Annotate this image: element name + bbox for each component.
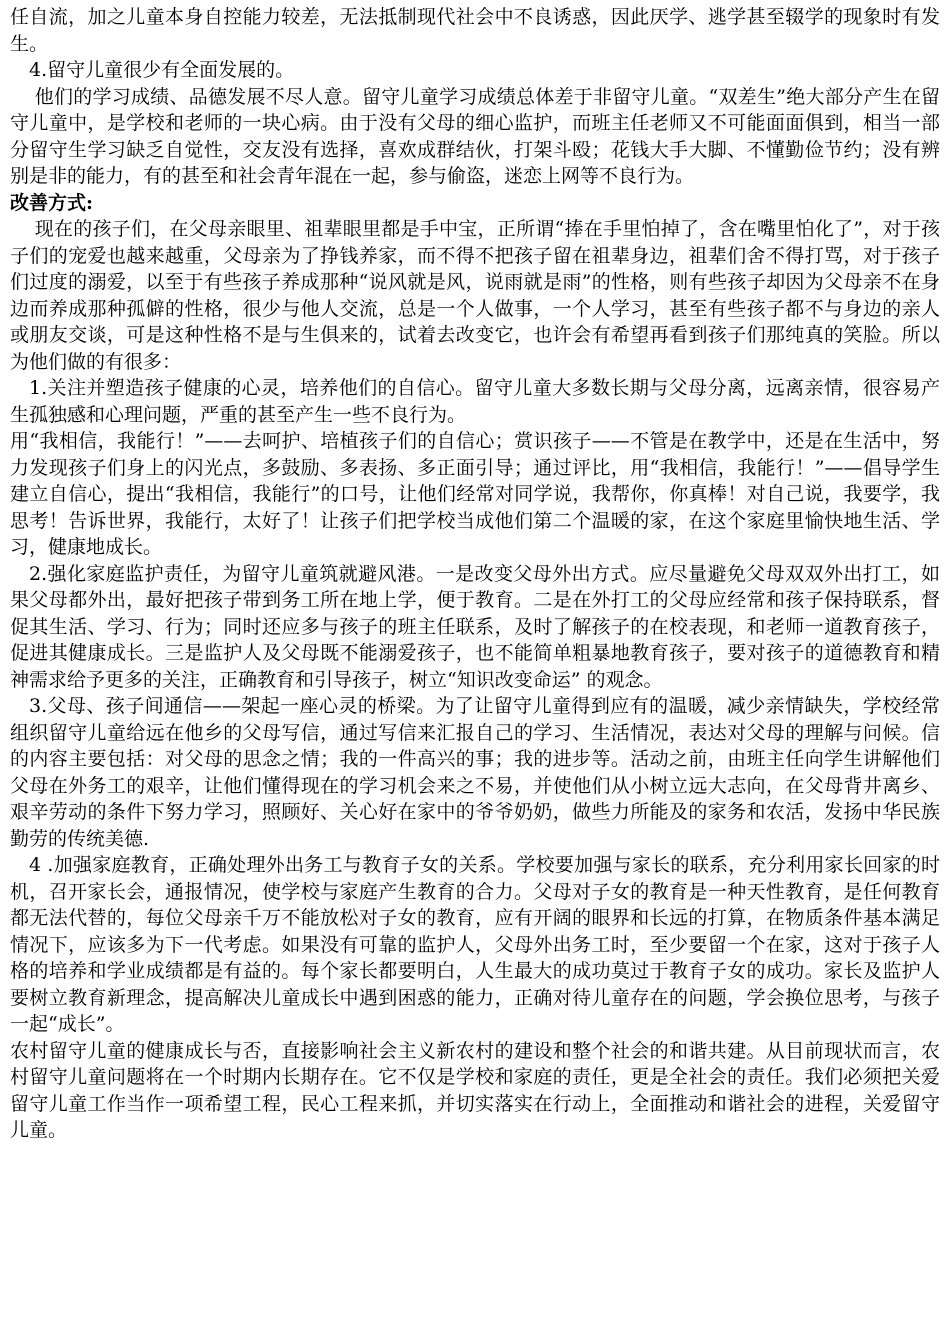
section-item-4-title: 4.留守儿童很少有全面发展的。 [29, 59, 295, 81]
paragraph-continuation: 任自流，加之儿童本身自控能力较差，无法抵制现代社会中不良诱惑，因此厌学、逃学甚至辍学的现象时有发生。 [10, 6, 940, 55]
paragraph-conclusion: 农村留守儿童的健康成长与否，直接影响社会主义新农村的建设和整个社会的和谐共建。从目前现状而言，农村留守儿童问题将在一个时期内长期存在。它不仅是学校和家庭的责任，更是全社会的责任。我们必须把关爱留守儿童工作当作一项希望工程，民心工程来抓，并切实落实在行动上，全面推动和谐社会的进程，关爱留守儿童。 [10, 1039, 940, 1141]
paragraph-intro-improvement: 现在的孩子们，在父母亲眼里、祖辈眼里都是手中宝，正所谓“捧在手里怕掉了，含在嘴里怕化了”，对于孩子们的宠爱也越来越重，父母亲为了挣钱养家，而不得不把孩子留在祖辈身边，祖辈们舍不得打骂，对于孩子们过度的溺爱，以至于有些孩子养成那种“说风就是风，说雨就是雨”的性格，则有些孩子却因为父母亲不在身边而养成那种孤僻的性格，很少与他人交流，总是一个人做事，一个人学习，甚至有些孩子都不与身边的亲人或朋友交谈，可是这种性格不是与生俱来的，试着去改变它，也许会有希望再看到孩子们那纯真的笑脸。所以为他们做的有很多： [10, 218, 940, 373]
section-heading-improvement: 改善方式: [10, 191, 94, 214]
paragraph-measure-2: 2.强化家庭监护责任，为留守儿童筑就避风港。一是改变父母外出方式。应尽量避免父母双双外出打工，如果父母都外出，最好把孩子带到务工所在地上学，便于教育。二是在外打工的父母应经常和孩子保持联系，督促其生活、学习、行为；同时还应多与孩子的班主任联系，及时了解孩子的在校表现，和老师一道教育孩子，促进其健康成长。三是监护人及父母既不能溺爱孩子，也不能简单粗暴地教育孩子，要对孩子的道德教育和精神需求给予更多的关注，正确教育和引导孩子，树立“知识改变命运” 的观念。 [10, 562, 940, 691]
paragraph-measure-1: 1.关注并塑造孩子健康的心灵，培养他们的自信心。留守儿童大多数长期与父母分离，远离亲情，很容易产生孤独感和心理问题，严重的甚至产生一些不良行为。 [10, 377, 940, 426]
paragraph-academic-moral: 他们的学习成绩、品德发展不尽人意。留守儿童学习成绩总体差于非留守儿童。“双差生”绝大部分产生在留守儿童中，是学校和老师的一块心病。由于没有父母的细心监护，而班主任老师又不可能面面俱到，相当一部分留守生学习缺乏自觉性，交友没有选择，喜欢成群结伙，打架斗殴；花钱大手大脚、不懂勤俭节约；没有辨别是非的能力，有的甚至和社会青年混在一起，参与偷盗，迷恋上网等不良行为。 [10, 85, 940, 187]
paragraph-measure-3: 3.父母、孩子间通信——架起一座心灵的桥梁。为了让留守儿童得到应有的温暖，减少亲情缺失，学校经常组织留守儿童给远在他乡的父母写信，通过写信来汇报自己的学习、生活情况，表达对父母的理解与问候。信的内容主要包括：对父母的思念之情；我的一件高兴的事；我的进步等。活动之前，由班主任向学生讲解他们父母在外务工的艰辛，让他们懂得现在的学习机会来之不易，并使他们从小树立远大志向，在父母背井离乡、艰辛劳动的条件下努力学习，照顾好、关心好在家中的爷爷奶奶，做些力所能及的家务和农活，发扬中华民族勤劳的传统美德. [10, 695, 940, 850]
paragraph-measure-4: 4 .加强家庭教育，正确处理外出务工与教育子女的关系。学校要加强与家长的联系，充分利用家长回家的时机，召开家长会，通报情况，使学校与家庭产生教育的合力。父母对子女的教育是一种天性教育，是任何教育都无法代替的，每位父母亲千万不能放松对子女的教育，应有开阔的眼界和长远的打算，在物质条件基本满足情况下，应该多为下一代考虑。如果没有可靠的监护人，父母外出务工时，至少要留一个在家，这对于孩子人格的培养和学业成绩都是有益的。每个家长都要明白，人生最大的成功莫过于教育子女的成功。家长及监护人要树立教育新理念，提高解决儿童成长中遇到困惑的能力，正确对待儿童存在的问题，学会换位思考，与孩子一起“成长”。 [10, 854, 940, 1035]
paragraph-confidence: 用“我相信，我能行！”——去呵护、培植孩子们的自信心；赏识孩子——不管是在教学中，还是在生活中，努力发现孩子们身上的闪光点，多鼓励、多表扬、多正面引导；通过评比，用“我相信，我能行！”——倡导学生建立自信心，提出“我相信，我能行”的口号，让他们经常对同学说，我帮你，你真棒！对自己说，我要学，我思考！告诉世界，我能行，太好了！让孩子们把学校当成他们第二个温暖的家，在这个家庭里愉快地生活、学习，健康地成长。 [10, 430, 940, 558]
document-body [10, 4, 940, 1144]
